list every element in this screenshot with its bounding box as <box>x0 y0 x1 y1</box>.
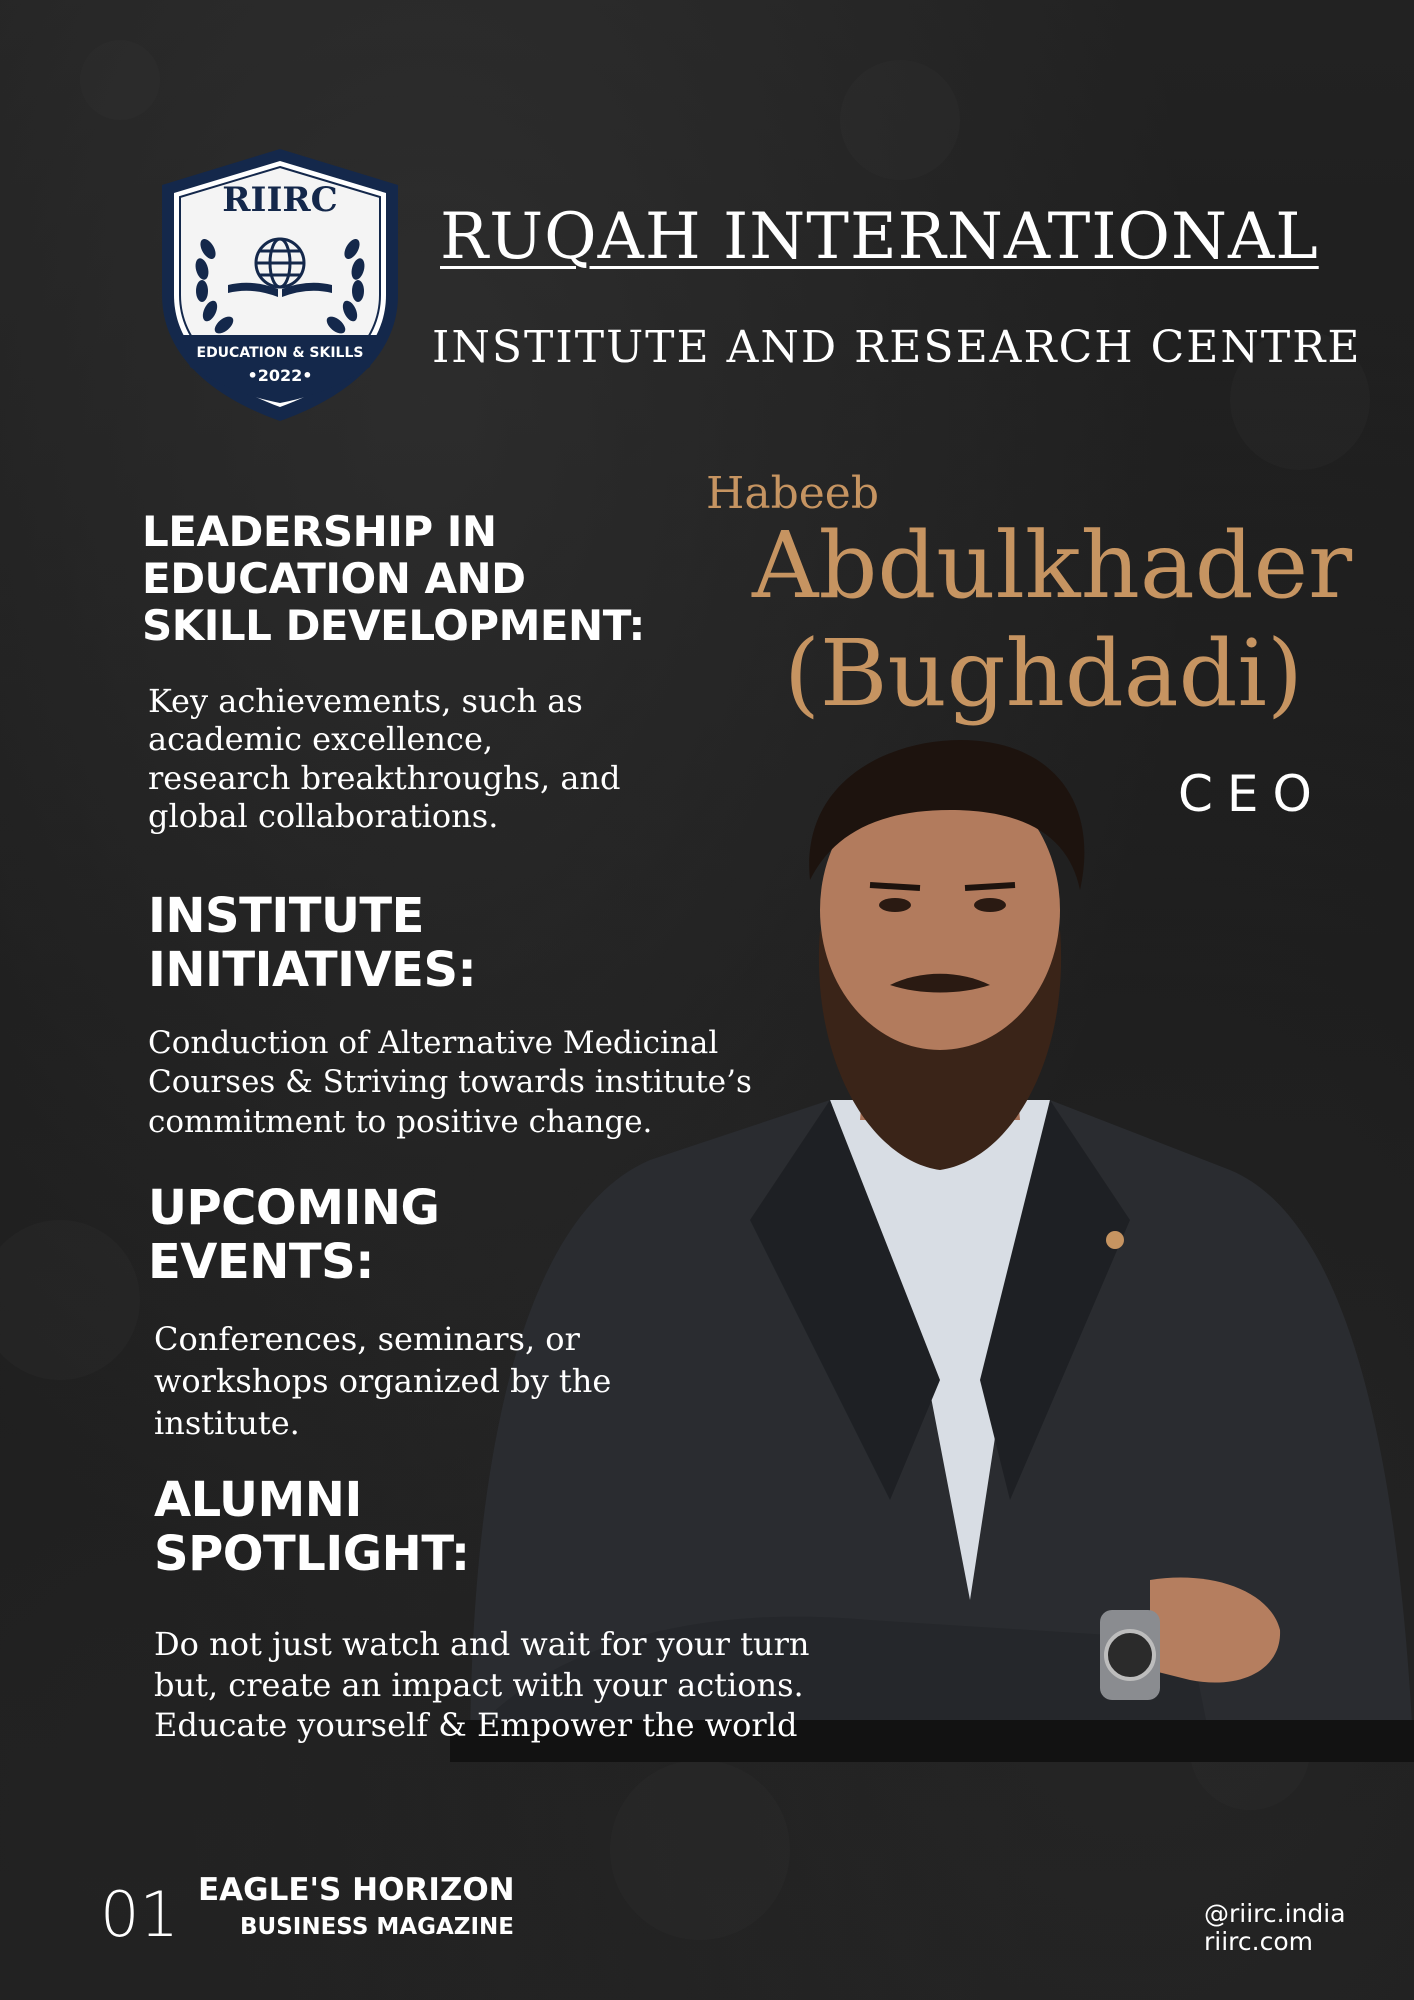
body-line: Key achievements, such as <box>148 682 583 720</box>
ceo-first-name: Habeeb <box>706 468 880 519</box>
section-heading-events <box>148 1182 439 1290</box>
ceo-role: CEO <box>1178 765 1326 823</box>
heading-line: UPCOMING <box>148 1180 440 1236</box>
heading-line: INITIATIVES: <box>148 941 477 998</box>
logo-tagline: EDUCATION & SKILLS <box>196 345 364 361</box>
institute-title: RUQAH INTERNATIONAL <box>440 200 1319 274</box>
body-line: research breakthroughs, and <box>148 758 621 797</box>
body-line: commitment to positive change. <box>148 1103 653 1140</box>
heading-line: INSTITUTE <box>148 888 424 944</box>
logo-acronym: RIIRC <box>222 180 338 220</box>
heading-line: ALUMNI <box>154 1472 362 1528</box>
body-line: Courses & Striving towards institute’s <box>148 1064 752 1101</box>
section-body-events <box>154 1318 611 1445</box>
section-heading-initiatives <box>148 890 476 998</box>
section-heading-leadership <box>142 508 645 649</box>
section-body-initiatives <box>148 1024 752 1142</box>
heading-line: EVENTS: <box>148 1233 374 1290</box>
body-line: Do not just watch and wait for your turn <box>154 1625 810 1663</box>
section-heading-alumni <box>154 1474 470 1582</box>
ceo-portrait <box>450 740 1414 1762</box>
body-line: workshops organized by the <box>154 1362 612 1401</box>
body-line: academic excellence, <box>148 720 494 759</box>
page-number: 01 <box>100 1878 179 1951</box>
heading-line: SKILL DEVELOPMENT: <box>142 601 645 651</box>
body-line: Educate yourself & Empower the world <box>154 1706 798 1745</box>
section-body-leadership <box>148 682 621 836</box>
ceo-last-name: Abdulkhader <box>752 512 1353 619</box>
body-line: institute. <box>154 1404 300 1443</box>
riirc-logo <box>152 145 408 425</box>
social-handle: @riirc.india <box>1204 1899 1346 1928</box>
body-line: global collaborations. <box>148 797 499 836</box>
section-body-alumni <box>154 1624 809 1746</box>
heading-line: SPOTLIGHT: <box>154 1525 470 1582</box>
institute-subtitle: INSTITUTE AND RESEARCH CENTRE <box>432 322 1362 373</box>
website-link: riirc.com <box>1204 1927 1313 1956</box>
magazine-subtitle: BUSINESS MAGAZINE <box>240 1914 514 1940</box>
logo-year: •2022• <box>247 366 313 385</box>
heading-line: EDUCATION AND <box>142 554 526 604</box>
ceo-nickname: (Bughdadi) <box>784 620 1303 727</box>
body-line: but, create an impact with your actions. <box>154 1665 804 1704</box>
body-line: Conduction of Alternative Medicinal <box>148 1025 719 1061</box>
body-line: Conferences, seminars, or <box>154 1320 580 1358</box>
magazine-title: EAGLE'S HORIZON <box>198 1872 515 1908</box>
heading-line: LEADERSHIP IN <box>142 507 497 556</box>
